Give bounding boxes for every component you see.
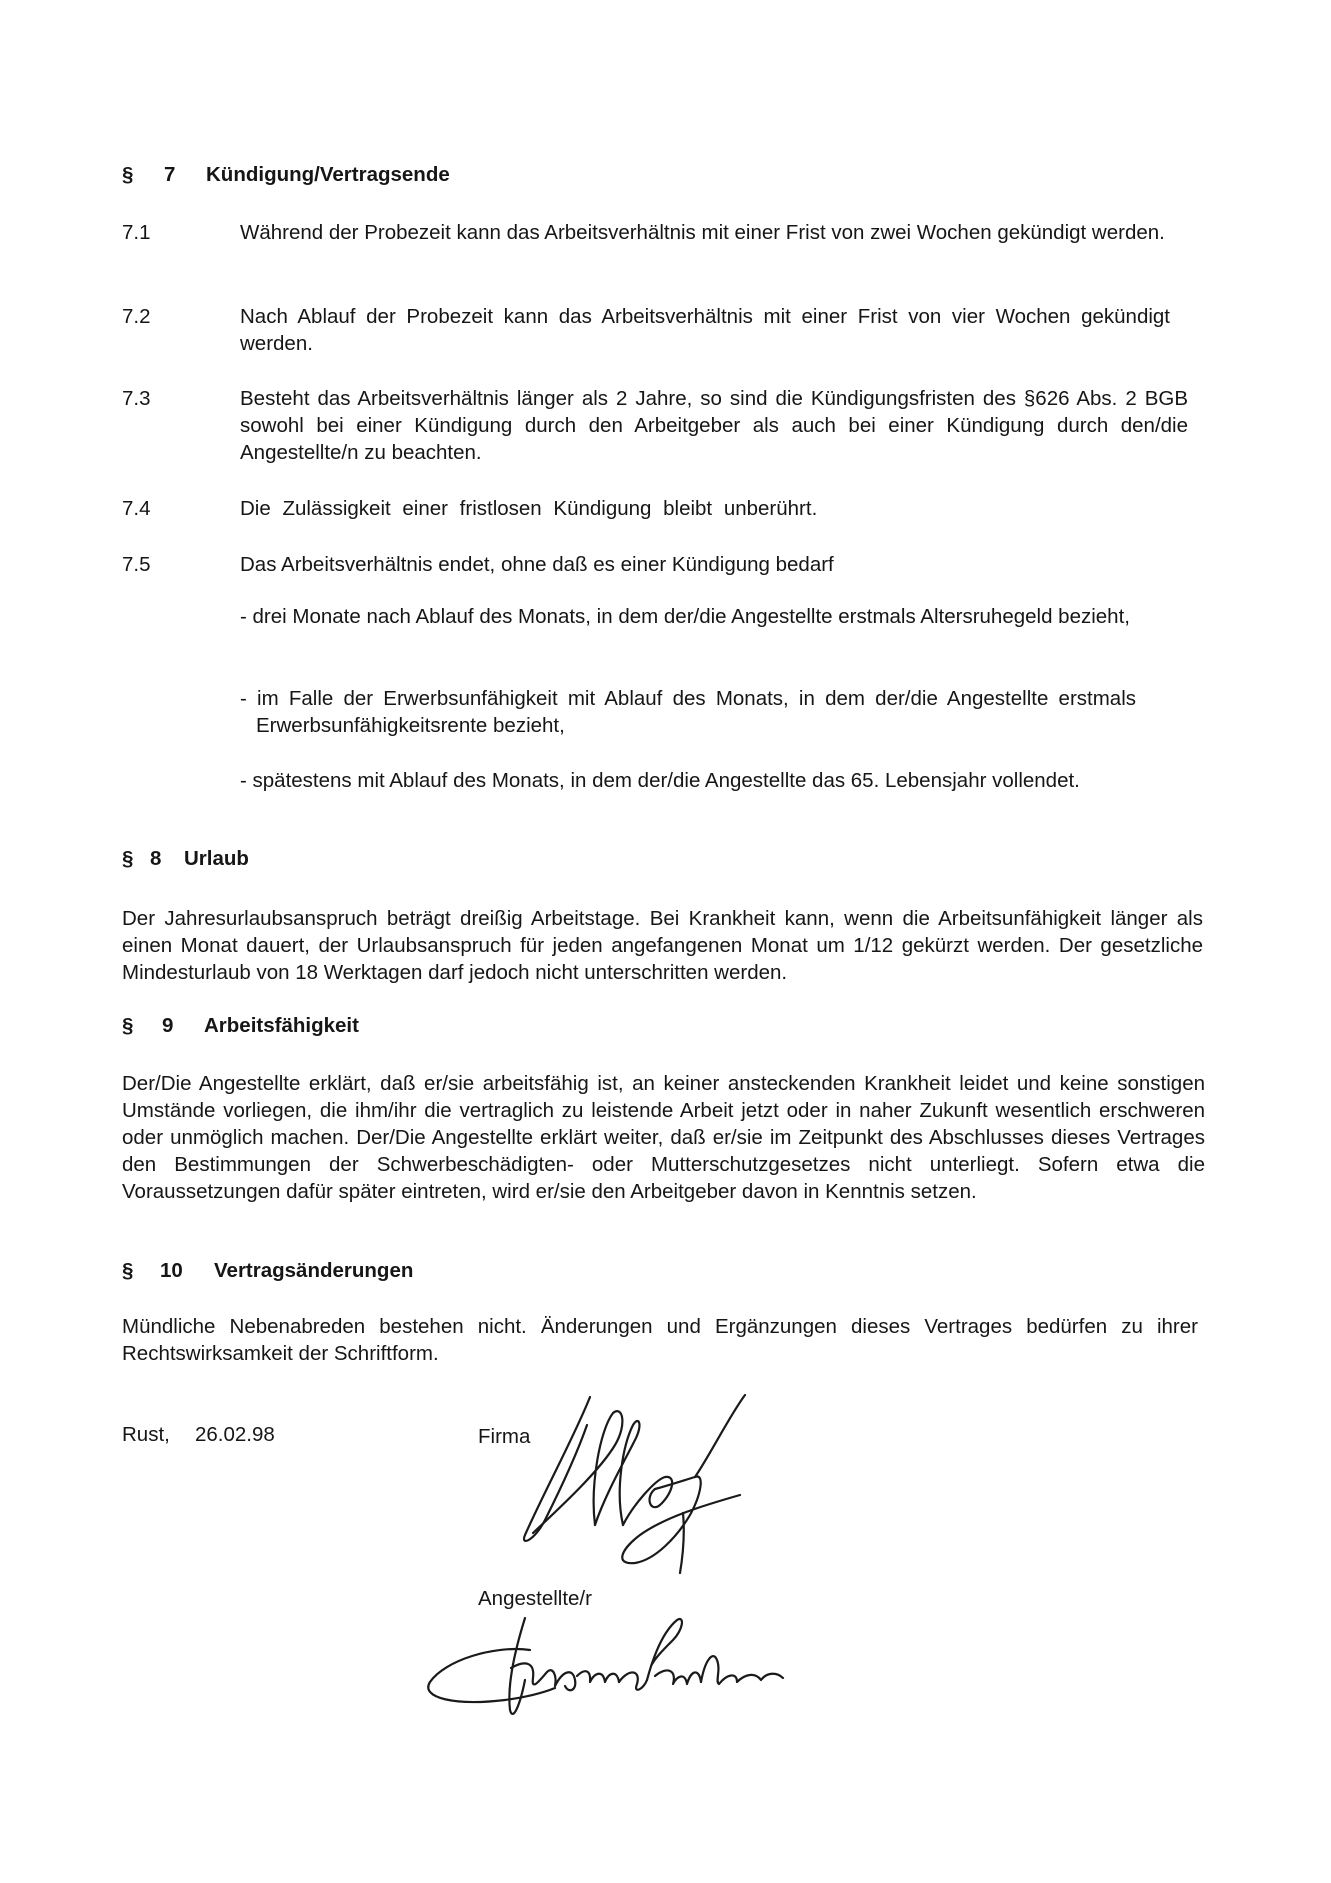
signing-place: Rust, [122, 1423, 170, 1446]
section-8-heading [122, 845, 249, 872]
item-text: Das Arbeitsverhältnis endet, ohne daß es einer Kündigung bedarf [240, 553, 834, 576]
item-number: 7.1 [122, 221, 151, 244]
section-number: 8 [150, 847, 162, 870]
section-7-heading [122, 161, 450, 188]
firm-label: Firma [478, 1425, 531, 1448]
section-8-text: Der Jahresurlaubsanspruch beträgt dreißig Arbeitstage. Bei Krankheit kann, wenn die Arbeitsunfähigkeit länger als einen Monat dauert, der Urlaubsanspruch für jeden angefangenen Monat um 1/12 gekürzt werden. Der gesetzliche Mindesturlaub von 18 Werktagen darf jedoch nicht unterschritten werden. [122, 907, 1203, 984]
section-symbol: § [122, 1014, 134, 1037]
section-title: Vertragsänderungen [214, 1259, 414, 1282]
item-number: 7.2 [122, 305, 151, 328]
employee-label: Angestellte/r [478, 1587, 592, 1610]
item-number: 7.4 [122, 497, 151, 520]
section-10-heading [122, 1257, 413, 1284]
section-9-heading [122, 1012, 359, 1039]
section-title: Arbeitsfähigkeit [204, 1014, 359, 1037]
section-symbol: § [122, 163, 134, 186]
section-10-text: Mündliche Nebenabreden bestehen nicht. Änderungen und Ergänzungen dieses Vertrages bedürfen zu ihrer Rechtswirksamkeit der Schriftform. [122, 1315, 1198, 1365]
item-number: 7.3 [122, 387, 151, 410]
list-item: - spätestens mit Ablauf des Monats, in dem der/die Angestellte das 65. Lebensjahr vollendet. [240, 769, 1080, 792]
section-title: Urlaub [184, 847, 249, 870]
section-number: 10 [160, 1259, 183, 1282]
section-title: Kündigung/Vertragsende [206, 163, 450, 186]
list-item: - im Falle der Erwerbsunfähigkeit mit Ablauf des Monats, in dem der/die Angestellte erstmals Erwerbsunfähigkeitsrente bezieht, [240, 687, 1136, 737]
section-symbol: § [122, 847, 134, 870]
item-number: 7.5 [122, 553, 151, 576]
section-symbol: § [122, 1259, 134, 1282]
item-text: Besteht das Arbeitsverhältnis länger als 2 Jahre, so sind die Kündigungsfristen des §626 Abs. 2 BGB sowohl bei einer Kündigung durch den Arbeitgeber als auch bei einer Kündigung durch den/die Angestellte/n zu beachten. [240, 387, 1188, 464]
item-text: Nach Ablauf der Probezeit kann das Arbeitsverhältnis mit einer Frist von vier Wochen gekündigt werden. [240, 305, 1170, 355]
item-text: Während der Probezeit kann das Arbeitsverhältnis mit einer Frist von zwei Wochen gekündigt werden. [240, 221, 1165, 244]
item-text: Die Zulässigkeit einer fristlosen Kündigung bleibt unberührt. [240, 497, 818, 520]
firm-signature-icon [505, 1385, 755, 1575]
section-9-text: Der/Die Angestellte erklärt, daß er/sie arbeitsfähig ist, an keiner ansteckenden Krankheit leidet und keine sonstigen Umstände vorliegen, die ihm/ihr die vertraglich zu leistende Arbeit jetzt oder in naher Zukunft wesentlich erschweren oder unmöglich machen. Der/Die Angestellte erklärt weiter, daß er/sie im Zeitpunkt des Abschlusses dieses Vertrages den Bestimmungen der Schwerbeschädigten- oder Mutterschutzgesetzes nicht unterliegt. Sofern etwa die Voraussetzungen dafür später eintreten, wird er/sie den Arbeitgeber davon in Kenntnis setzen. [122, 1072, 1205, 1203]
list-item: - drei Monate nach Ablauf des Monats, in dem der/die Angestellte erstmals Altersruhegeld bezieht, [240, 605, 1130, 628]
employee-signature-icon [415, 1610, 795, 1730]
section-number: 7 [164, 163, 176, 186]
signing-date: 26.02.98 [195, 1423, 275, 1446]
section-number: 9 [162, 1014, 174, 1037]
